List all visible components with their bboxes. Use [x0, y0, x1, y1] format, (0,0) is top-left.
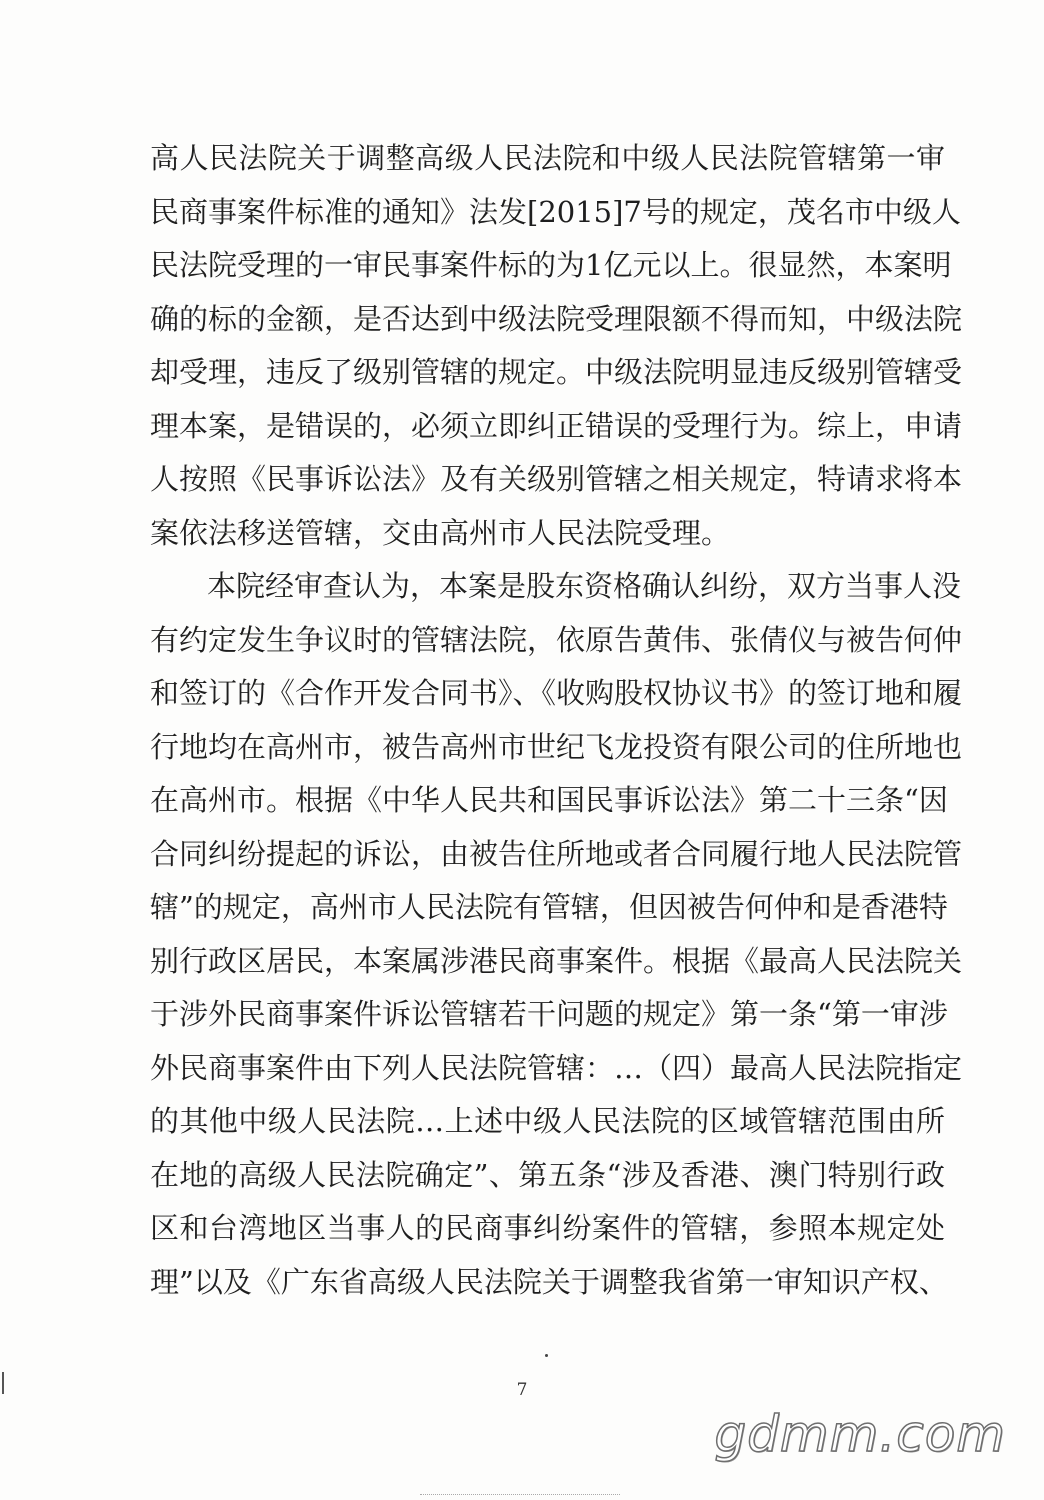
scan-bottom-edge [420, 1494, 620, 1495]
text-line: 于涉外民商事案件诉讼管辖若干问题的规定》第一条“第一审涉 [150, 997, 948, 1031]
text-line: 的其他中级人民法院…上述中级人民法院的区域管辖范围由所 [150, 1104, 945, 1138]
scan-dot [545, 1354, 548, 1357]
text-line: 案依法移送管辖，交由高州市人民法院受理。 [150, 515, 731, 550]
text-line: 高人民法院关于调整高级人民法院和中级人民法院管辖第一审 [150, 141, 945, 175]
text-line: 理本案，是错误的，必须立即纠正错误的受理行为。综上，申请 [150, 408, 963, 443]
text-line: 辖”的规定，高州市人民法院有管辖，但因被告何仲和是香港特 [150, 890, 948, 924]
text-line: 行地均在高州市，被告高州市世纪飞龙投资有限公司的住所地也 [150, 729, 963, 764]
paragraph-start-line: 本院经审查认为，本案是股东资格确认纠纷，双方当事人没 [207, 569, 962, 603]
text-line: 和签订的《合作开发合同书》、《收购股权协议书》的签订地和履 [150, 676, 963, 710]
text-line: 在高州市。根据《中华人民共和国民事诉讼法》第二十三条“因 [150, 783, 948, 817]
document-body [150, 132, 963, 1309]
text-line: 确的标的金额，是否达到中级法院受理限额不得而知，中级法院 [150, 301, 963, 336]
text-line: 区和台湾地区当事人的民商事纠纷案件的管辖，参照本规定处 [150, 1211, 945, 1245]
text-line: 民法院受理的一审民事案件标的为1亿元以上。很显然，本案明 [150, 248, 952, 282]
text-line: 民商事案件标准的通知》法发[2015]7号的规定，茂名市中级人 [150, 194, 961, 229]
text-line: 理”以及《广东省高级人民法院关于调整我省第一审知识产权、 [150, 1264, 948, 1299]
scan-edge-mark [2, 1372, 4, 1394]
text-line: 在地的高级人民法院确定”、第五条“涉及香港、澳门特别行政 [150, 1157, 945, 1192]
text-line: 别行政区居民，本案属涉港民商事案件。根据《最高人民法院关 [150, 943, 963, 978]
page-number: 7 [516, 1380, 528, 1400]
text-line: 人按照《民事诉讼法》及有关级别管辖之相关规定，特请求将本 [150, 462, 963, 496]
text-line: 外民商事案件由下列人民法院管辖：…（四）最高人民法院指定 [150, 1050, 963, 1085]
site-watermark: gdmm.com [714, 1405, 1006, 1463]
text-line: 却受理，违反了级别管辖的规定。中级法院明显违反级别管辖受 [150, 355, 963, 389]
text-line: 合同纠纷提起的诉讼，由被告住所地或者合同履行地人民法院管 [150, 836, 963, 871]
text-line: 有约定发生争议时的管辖法院，依原告黄伟、张倩仪与被告何仲 [150, 622, 963, 657]
